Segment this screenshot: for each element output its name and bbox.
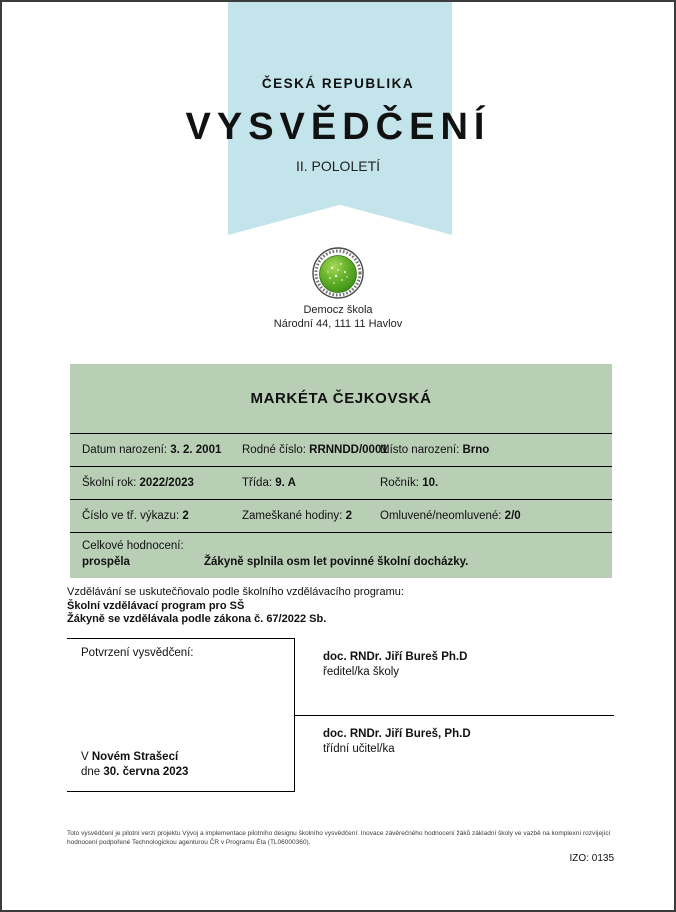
program-name: Školní vzdělávací program pro SŠ	[67, 599, 245, 612]
field-label: Číslo ve tř. výkazu:	[82, 510, 180, 522]
teacher-name: doc. RNDr. Jiří Bureš, Ph.D	[323, 728, 471, 740]
field-label: Třída:	[242, 477, 273, 489]
confirmation-label: Potvrzení vysvědčení:	[81, 647, 194, 659]
field-label: Zameškané hodiny:	[242, 510, 343, 522]
field-label: Ročník:	[380, 477, 419, 489]
signature-column	[295, 638, 614, 792]
info-row-year	[70, 467, 612, 500]
school-year-field	[82, 477, 242, 489]
date-prefix: dne	[81, 765, 104, 778]
field-label: Datum narození:	[82, 444, 168, 456]
school-address: Národní 44, 111 11 Havlov	[273, 318, 403, 330]
director-name: doc. RNDr. Jiří Bureš Ph.D	[323, 651, 468, 663]
field-value: 9. A	[275, 477, 296, 489]
place-prefix: V	[81, 751, 92, 763]
birth-date-field	[82, 444, 242, 456]
confirmation-box	[67, 638, 295, 792]
field-value: 2022/2023	[139, 477, 194, 489]
program-intro: Vzdělávání se uskutečňovalo podle školního vzdělávacího programu:	[67, 586, 404, 598]
school-logo-icon	[2, 247, 674, 299]
footer-disclaimer-line2: hodnocení podpořené Technologickou agenturou ČR v Programu Éta (TL06000360).	[67, 838, 311, 846]
field-label: Omluvené/neomluvené:	[380, 510, 502, 522]
field-value: Brno	[462, 444, 490, 456]
register-number-field	[82, 510, 242, 522]
term-subtitle: II. POLOLETÍ	[295, 158, 381, 174]
missed-hours-field	[242, 510, 380, 522]
overall-assessment	[70, 533, 612, 578]
footer	[67, 830, 614, 864]
director-role: ředitel/ka školy	[323, 665, 400, 678]
field-value: 3. 2. 2001	[170, 444, 222, 456]
field-value: 2	[182, 510, 189, 522]
place-line	[81, 750, 188, 765]
personal-id-field	[242, 444, 388, 456]
school-name: Democz škola	[303, 304, 373, 316]
teacher-signature	[295, 715, 614, 756]
field-value: 2/0	[504, 510, 521, 522]
director-signature	[295, 638, 614, 679]
school-block	[2, 303, 674, 331]
date-value: 30. června 2023	[103, 765, 189, 778]
field-value: 10.	[422, 477, 439, 489]
grade-field	[380, 477, 612, 489]
certificate-title: VYSVĚDČENÍ	[185, 106, 491, 148]
education-program-block	[67, 586, 607, 627]
info-row-birth	[70, 434, 612, 467]
info-row-attendance	[70, 500, 612, 533]
class-field	[242, 477, 380, 489]
field-label: Školní rok:	[82, 477, 137, 489]
place-value: Novém Strašecí	[91, 751, 179, 763]
program-law: Žákyně se vzdělávala podle zákona č. 67/2022 Sb.	[67, 613, 327, 625]
izo-number: IZO: 0135	[569, 853, 614, 864]
field-label: Místo narození:	[380, 444, 460, 456]
overall-label: Celkové hodnocení:	[82, 540, 184, 552]
field-label: Rodné číslo:	[242, 444, 306, 456]
field-value: 2	[345, 510, 352, 522]
date-line	[81, 765, 188, 780]
field-value: RRNNDD/0001	[309, 444, 388, 456]
student-info-panel	[70, 364, 612, 578]
place-date-block	[81, 750, 188, 779]
excused-unexcused-field	[380, 510, 612, 522]
student-name: MARKÉTA ČEJKOVSKÁ	[70, 364, 612, 434]
birth-place-field	[380, 444, 612, 456]
overall-result: prospěla	[82, 556, 130, 568]
footer-disclaimer-line1: Toto vysvědčení je pilotní verzí projektu Vývoj a implementace pilotního designu školního vysvědčení: Inovace závěrečného hodnocení žáků základní školy ve vazbě na komplexní rozvíjející	[67, 830, 611, 837]
teacher-role: třídní učitel/ka	[323, 742, 395, 755]
attendance-note: Žákyně splnila osm let povinné školní docházky.	[204, 556, 469, 568]
country-title: ČESKÁ REPUBLIKA	[261, 76, 415, 91]
